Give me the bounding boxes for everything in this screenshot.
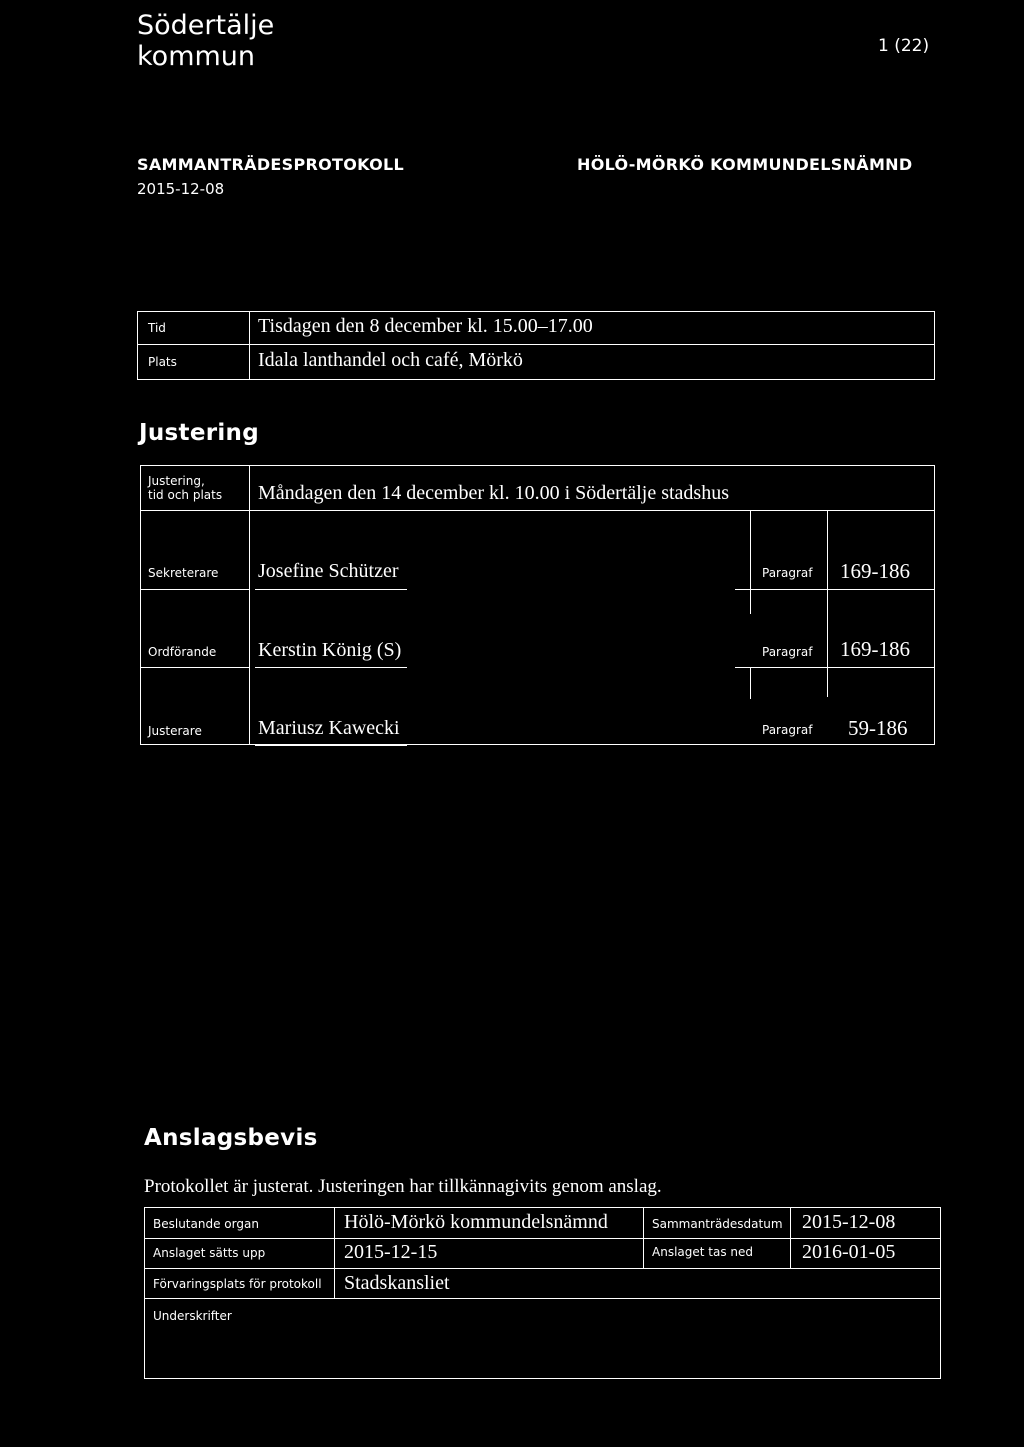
sammantradesdatum-value: 2015-12-08 (802, 1211, 896, 1233)
justerare-paragraf-label: Paragraf (762, 723, 813, 737)
sekreterare-name: Josefine Schützer (258, 560, 399, 582)
sekreterare-label: Sekreterare (148, 566, 219, 580)
anslaget-upp-value: 2015-12-15 (344, 1241, 438, 1263)
justering-tid-plats-value: Måndagen den 14 december kl. 10.00 i Södertälje stadshus (258, 482, 729, 504)
logo-line-2: kommun (137, 41, 256, 72)
forvaringsplats-value: Stadskansliet (344, 1272, 450, 1294)
justering-tid-plats-label: Justering, tid och plats (148, 474, 223, 502)
sekreterare-paragraf-value: 169-186 (840, 559, 910, 583)
justering-table (140, 465, 935, 745)
protocol-title: SAMMANTRÄDESPROTOKOLL (137, 155, 405, 174)
logo-line-1: Södertälje (137, 10, 275, 41)
justerare-name: Mariusz Kawecki (258, 717, 400, 739)
justering-heading: Justering (139, 420, 259, 446)
page-number: 1 (22) (878, 36, 930, 56)
justerare-paragraf-value: 59-186 (848, 716, 908, 740)
forvaringsplats-label: Förvaringsplats för protokoll (153, 1277, 322, 1291)
tid-label: Tid (148, 321, 166, 335)
ordforande-paragraf-label: Paragraf (762, 645, 813, 659)
ordforande-paragraf-value: 169-186 (840, 637, 910, 661)
anslaget-ned-label: Anslaget tas ned (652, 1245, 754, 1259)
committee-name: HÖLÖ-MÖRKÖ KOMMUNDELSNÄMND (577, 155, 913, 174)
municipality-logo (137, 10, 274, 72)
anslagsbevis-statement: Protokollet är justerat. Justeringen har tillkännagivits genom anslag. (144, 1176, 662, 1197)
plats-label: Plats (148, 355, 177, 369)
sekreterare-paragraf-label: Paragraf (762, 566, 813, 580)
tid-value: Tisdagen den 8 december kl. 15.00–17.00 (258, 315, 593, 337)
beslutande-organ-label: Beslutande organ (153, 1217, 259, 1231)
anslaget-ned-value: 2016-01-05 (802, 1241, 896, 1263)
beslutande-organ-value: Hölö-Mörkö kommundelsnämnd (344, 1211, 608, 1233)
anslagsbevis-heading: Anslagsbevis (144, 1125, 318, 1151)
justerare-label: Justerare (148, 724, 202, 738)
plats-value: Idala lanthandel och café, Mörkö (258, 349, 523, 371)
underskrifter-label: Underskrifter (153, 1309, 232, 1323)
ordforande-name: Kerstin König (S) (258, 639, 402, 661)
anslaget-upp-label: Anslaget sätts upp (153, 1246, 266, 1260)
protocol-date: 2015-12-08 (137, 180, 225, 198)
sammantradesdatum-label: Sammanträdesdatum (652, 1217, 783, 1231)
ordforande-label: Ordförande (148, 645, 217, 659)
